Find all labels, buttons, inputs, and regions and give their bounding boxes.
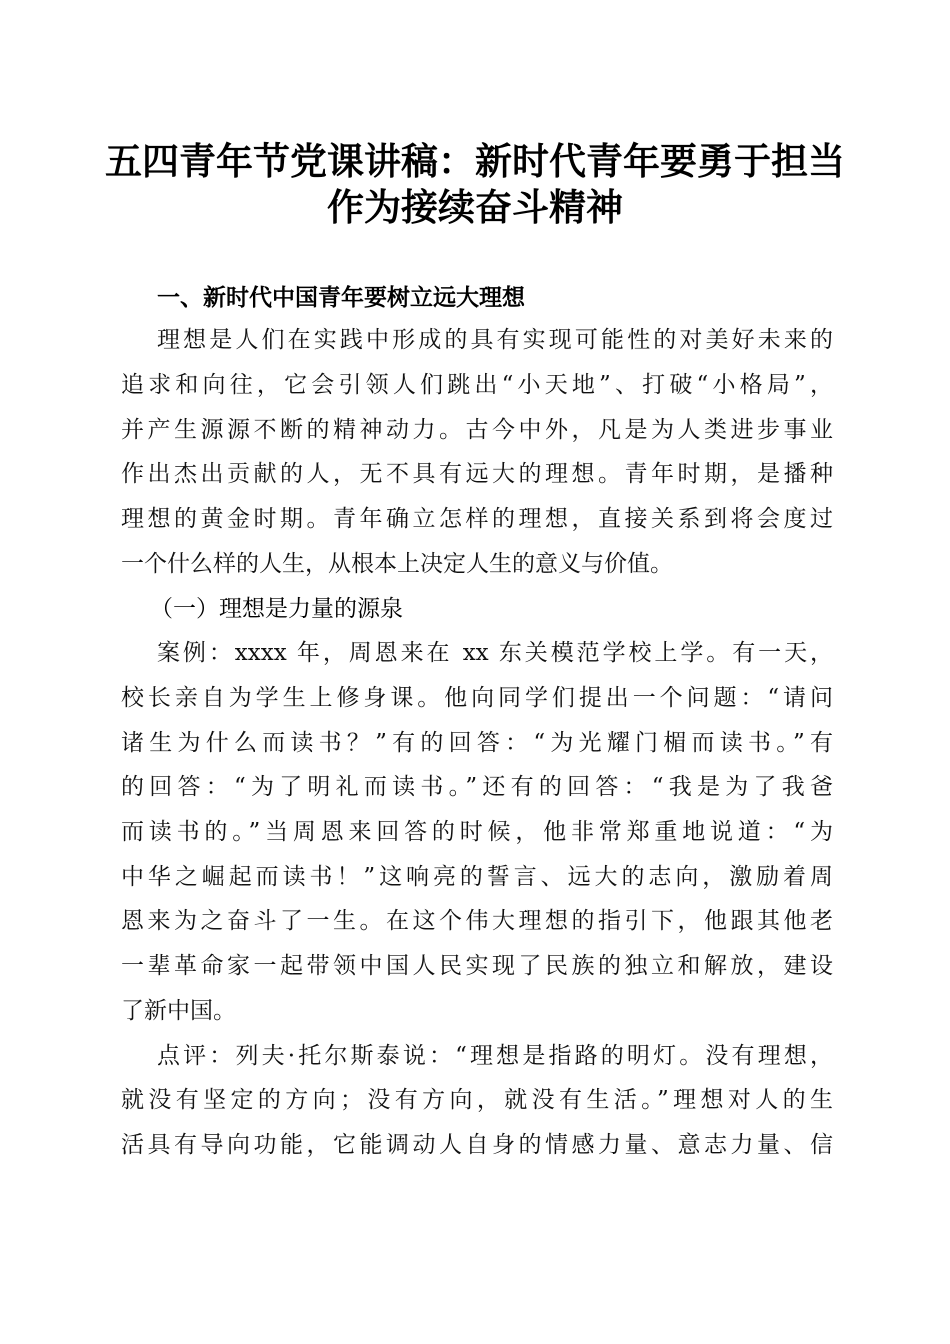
paragraph-line: 点评：列夫·托尔斯泰说：“理想是指路的明灯。没有理想， [157,1043,833,1069]
paragraph-line: 校长亲自为学生上修身课。他向同学们提出一个问题：“请问 [121,685,833,711]
paragraph-line: 并产生源源不断的精神动力。古今中外，凡是为人类进步事业 [121,417,833,443]
paragraph-line: 的回答：“为了明礼而读书。”还有的回答：“我是为了我爸 [121,774,833,800]
paragraph-line: 一辈革命家一起带领中国人民实现了民族的独立和解放，建设 [121,953,833,979]
paragraph-line: 作出杰出贡献的人，无不具有远大的理想。青年时期，是播种 [121,461,833,487]
document-title-line-1: 五四青年节党课讲稿：新时代青年要勇于担当 [105,139,845,183]
paragraph-line: 恩来为之奋斗了一生。在这个伟大理想的指引下，他跟其他老 [121,908,833,934]
paragraph-line: 追求和向往，它会引领人们跳出“小天地”、打破“小格局”， [121,372,833,398]
paragraph-line: 活具有导向功能，它能调动人自身的情感力量、意志力量、信 [121,1132,833,1158]
paragraph-line: 就没有坚定的方向；没有方向，就没有生活。”理想对人的生 [121,1087,833,1113]
section-heading-1: 一、新时代中国青年要树立远大理想 [157,285,525,311]
paragraph-line: 理想的黄金时期。青年确立怎样的理想，直接关系到将会度过 [121,506,833,532]
paragraph-line: 了新中国。 [121,998,236,1024]
paragraph-line: 而读书的。”当周恩来回答的时候，他非常郑重地说道：“为 [121,819,833,845]
paragraph-line: 中华之崛起而读书！”这响亮的誓言、远大的志向，激励着周 [121,864,833,890]
paragraph-line: 理想是人们在实践中形成的具有实现可能性的对美好未来的 [157,327,833,353]
subsection-heading-1: （一）理想是力量的源泉 [150,596,403,622]
paragraph-line: 案例：xxxx 年，周恩来在 xx 东关模范学校上学。有一天， [157,640,833,666]
document-title-line-2: 作为接续奋斗精神 [327,185,623,229]
paragraph-line: 诸生为什么而读书？”有的回答：“为光耀门楣而读书。”有 [121,730,833,756]
paragraph-line: 一个什么样的人生，从根本上决定人生的意义与价值。 [121,551,673,577]
